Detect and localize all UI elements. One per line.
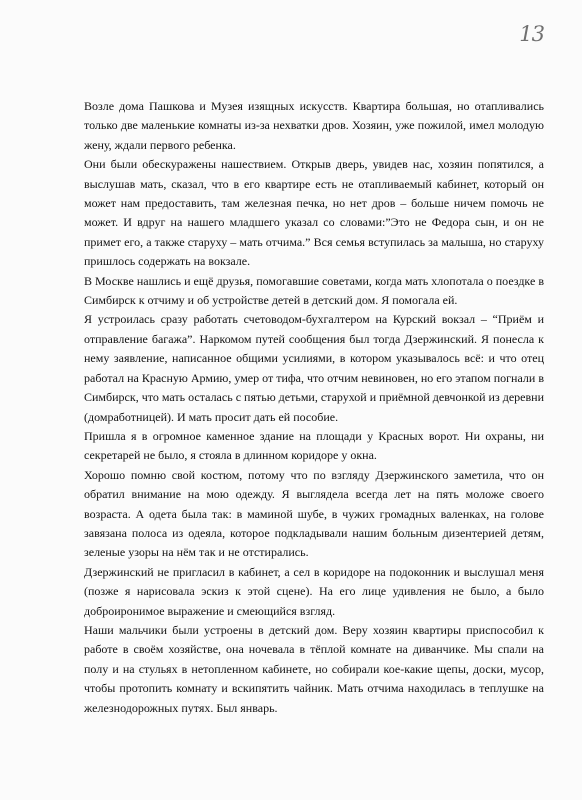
paragraph: Наши мальчики были устроены в детский дом. Веру хозяин квартиры приспособил к работе в своём хозяйстве, она ночевала в тёплой комнате на диванчике. Мы спали на полу и на стульях в нетопленном кабинете, но собирали кое-какие щепы, доски, мусор, чтобы протопить комнату и вскипятить чайник. Мать отчима находилась в теплушке на железнодорожных путях. Был январь. — [84, 622, 544, 715]
paragraph: Дзержинский не пригласил в кабинет, а сел в коридоре на подоконник и выслушал меня (позже я нарисовала эскиз к этой сцене). На его лице удивления не было, а было доброиронимое выражение и смеющийся взгляд. — [84, 564, 544, 618]
page-number: 13 — [519, 22, 544, 46]
body-text — [84, 97, 544, 718]
paragraph: Я устроилась сразу работать счетоводом-бухгалтером на Курский вокзал – “Приём и отправление багажа”. Наркомом путей сообщения был тогда Дзержинский. Я понесла к нему заявление, написанное общими усилиями, в котором указывалось всё: и что отец работал на Красную Армию, умер от тифа, что отчим невиновен, но его этапом погнали в Симбирск, что мать осталась с пятью детьми, старухой и приёмной девчонкой из деревни (домработницей). И мать просит дать ей пособие. — [84, 312, 544, 424]
paragraph: В Москве нашлись и ещё друзья, помогавшие советами, когда мать хлопотала о поездке в Симбирск к отчиму и об устройстве детей в детский дом. Я помогала ей. — [84, 273, 544, 308]
paragraph: Они были обескуражены нашествием. Открыв дверь, увидев нас, хозяин попятился, а выслушав мать, сказал, что в его квартире есть не отапливаемый кабинет, который он может нам предоставить, там железная печка, но нет дров – больше ничем помочь не может. И вдруг на нашего младшего указал со словами:”Это не Федора сын, и он не примет его, а также старуху – мать отчима.” Вся семья вступилась за малыша, но старуху пришлось содержать на вокзале. — [84, 157, 544, 269]
paragraph: Пришла я в огромное каменное здание на площади у Красных ворот. Ни охраны, ни секретарей не было, я стояла в длинном коридоре у окна. — [84, 428, 544, 463]
paragraph: Возле дома Пашкова и Музея изящных искусств. Квартира большая, но отапливались только две маленькие комнаты из-за нехватки дров. Хозяин, уже пожилой, имел молодую жену, ждали первого ребенка. — [84, 99, 544, 152]
paragraph: Хорошо помню свой костюм, потому что по взгляду Дзержинского заметила, что он обратил внимание на мою одежду. Я выглядела всегда лет на пять моложе своего возраста. А одета была так: в маминой шубе, в чужих громадных валенках, на голове завязана полоса из одеяла, которое подкладывали нашим больным дизентерией детям, зеленые узоры на нём так и не отстирались. — [84, 467, 544, 560]
